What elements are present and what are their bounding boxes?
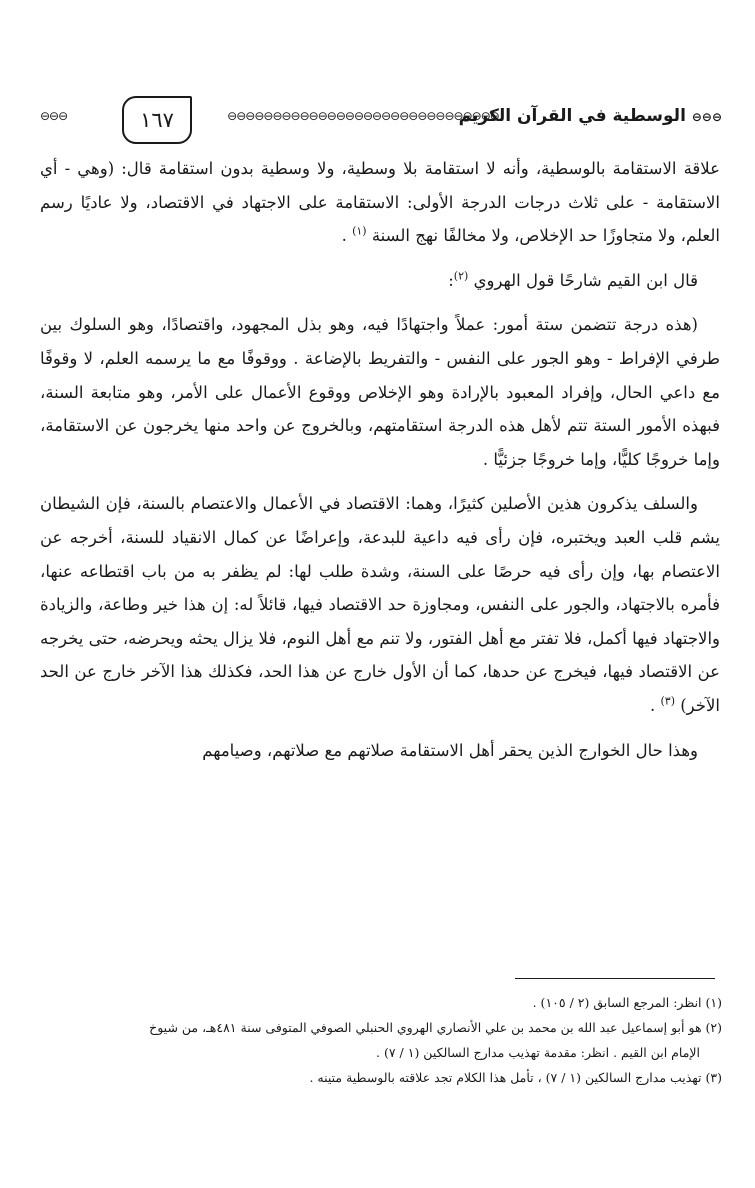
footnote-ref: (٣): [660, 694, 675, 708]
quote-paragraph: (هذه درجة تتضمن ستة أمور: عملاً واجتهادًا فيه، وهو بذل المجهود، واقتصادًا، وهو السلوك بين طرفي الإفراط - وهو الجور على النفس - والتفريط بالإضاعة . ووقوفًا مع ما يرسمه العلم، لا وقوفًا مع داعي الحال، وإفراد المعبود بالإرادة وهو الإخلاص ووقوع الأعمال على الأمر، وهو متابعة السنة، فبهذه الأمور الستة تتم لأهل هذه الدرجة استقامتهم، وبالخروج عن واحد منها يخرجون عن الاستقامة، وإما خروجًا كليًّا، وإما خروجًا جزئيًّا .: [40, 315, 720, 469]
page-header: [40, 96, 722, 148]
paragraph: قال ابن القيم شارحًا قول الهروي $^{(٢)}$:: [448, 269, 698, 290]
footnote-ref: (٢): [453, 269, 469, 283]
header-ornament-left-icon: ⊖⊖⊖: [40, 109, 68, 123]
footnote-1: (١) انظر: المرجع السابق (٢ / ١٠٥) .: [532, 995, 722, 1010]
footnote-ref: (١): [352, 224, 367, 238]
book-title: الوسطية في القرآن الكريم: [458, 106, 686, 126]
footnote-2: (٢) هو أبو إسماعيل عبد الله بن محمد بن علي الأنصاري الهروي الحنبلي الصوفي المتوفى سنة ٤٨١هـ، من شيوخ: [149, 1020, 722, 1035]
header-ornament-right-icon: ⊖⊖⊖: [691, 110, 722, 124]
footnote-2-continued: الإمام ابن القيم . انظر: مقدمة تهذيب مدارج السالكين (١ / ٧) .: [376, 1045, 700, 1060]
page-number: ١٦٧: [122, 96, 192, 144]
header-ornament-middle-icon: ⊖⊖⊖⊖⊖⊖⊖⊖⊖⊖⊖⊖⊖⊖⊖⊖⊖⊖⊖⊖⊖⊖⊖⊖⊖⊖⊖⊖⊖⊖: [227, 109, 499, 123]
footnote-divider: [515, 978, 715, 979]
main-text: [40, 152, 720, 767]
footnotes: [40, 990, 722, 1090]
paragraph: وهذا حال الخوارج الذين يحقر أهل الاستقامة صلاتهم مع صلاتهم، وصيامهم: [202, 740, 698, 760]
paragraph: والسلف يذكرون هذين الأصلين كثيرًا، وهما: الاقتصاد في الأعمال والاعتصام بالسنة، فإن الشيطان يشم قلب العبد ويختبره، فإن رأى فيه داعية للبدعة، وإعراضًا عن كمال الانقياد للسنة، أخرجه عن الاعتصام بها، وإن رأى فيه حرصًا على السنة، وشدة طلب لها: لم يظفر به من باب اقتطاعه عنها، فأمره بالاجتهاد، والجور على النفس، ومجاوزة حد الاقتصاد فيها، قائلاً له: إن هذا خير وطاعة، والزيادة والاجتهاد فيها أكمل، فلا تفتر مع أهل الفتور، ولا تنم مع أهل النوم، فلا يزال يحثه ويحرضه، حتى يخرجه عن الاقتصاد فيها، فيخرج عن حدها، كما أن الأول خارج عن هذا الحد، فكذلك هذا الآخر خارج عن الحد الآخر) $^{(٣)}$ .: [40, 494, 720, 715]
footnote-3: (٣) تهذيب مدارج السالكين (١ / ٧) ، تأمل هذا الكلام تجد علاقته بالوسطية متينه .: [309, 1070, 722, 1085]
paragraph: علاقة الاستقامة بالوسطية، وأنه لا استقامة بلا وسطية، ولا وسطية بدون استقامة قال: (وهي - أي الاستقامة - على ثلاث درجات الدرجة الأولى: الاستقامة على الاجتهاد في الاقتصاد، ولا عاديًا رسم العلم، ولا متجاوزًا حد الإخلاص، ولا مخالفًا نهج السنة $^{(١)}$ .: [40, 159, 720, 246]
